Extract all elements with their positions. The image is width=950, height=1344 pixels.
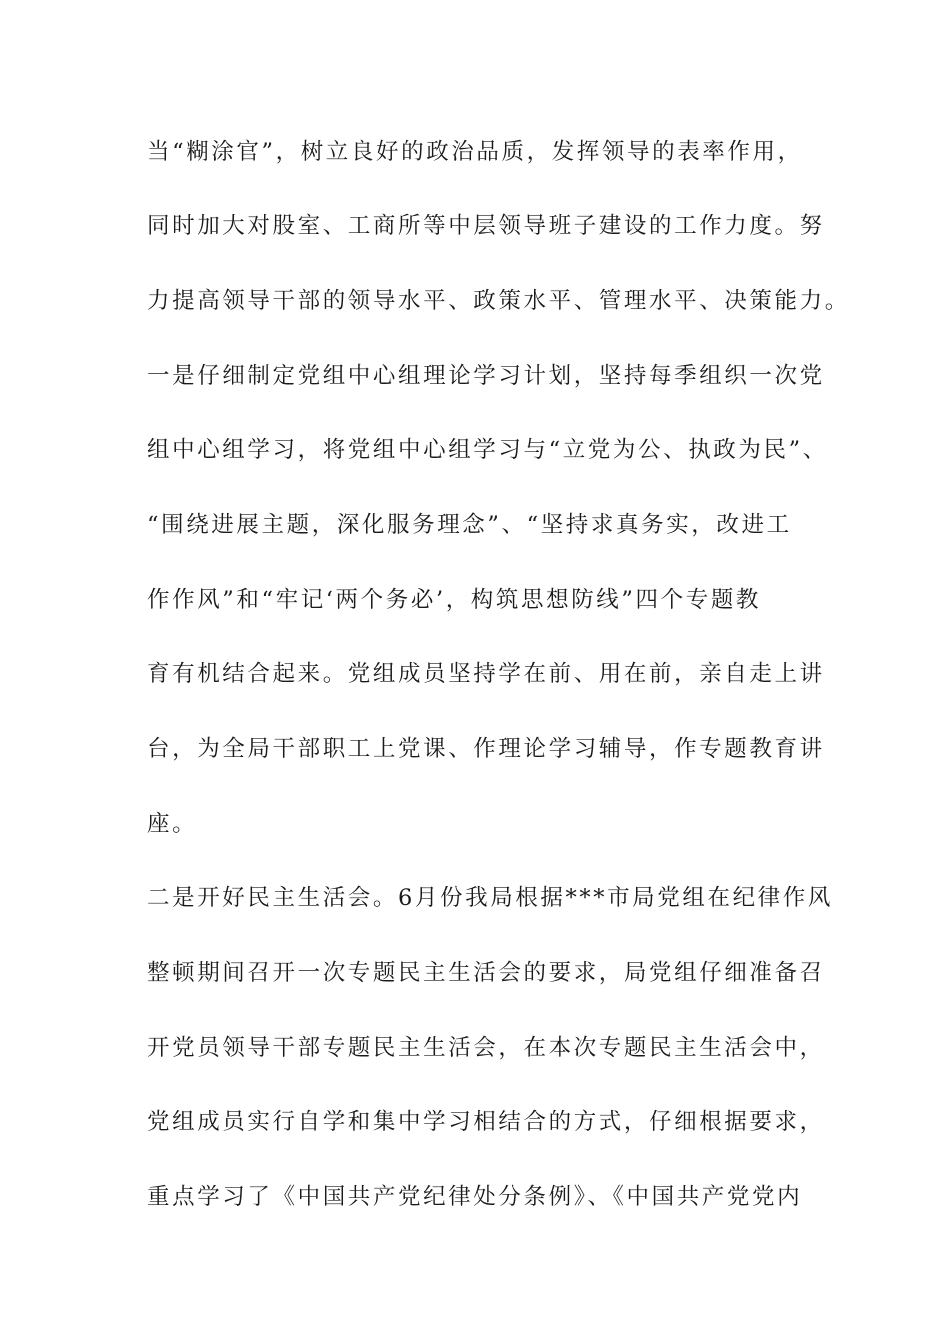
- text-line: 开党员领导干部专题民主生活会，在本次专题民主生活会中，: [147, 1035, 825, 1061]
- text-line: 台，为全局干部职工上党课、作理论学习辅导，作专题教育讲: [147, 736, 825, 762]
- text-line: 重点学习了《中国共产党纪律处分条例》、《中国共产党党内: [147, 1184, 803, 1210]
- text-line: 二是开好民主生活会。6月份我局根据***市局党组在纪律作风: [147, 885, 833, 911]
- text-line: 当“糊涂官”，树立良好的政治品质，发挥领导的表率作用，: [147, 139, 803, 165]
- text-line: 作作风”和“牢记‘两个务必’，构筑思想防线”四个专题教: [147, 587, 762, 613]
- text-line: 育有机结合起来。党组成员坚持学在前、用在前，亲自走上讲: [147, 661, 825, 687]
- text-line: 党组成员实行自学和集中学习相结合的方式，仔细根据要求，: [147, 1109, 825, 1135]
- text-line: “围绕进展主题，深化服务理念”、“坚持求真务实，改进工: [147, 512, 792, 538]
- text-line: 整顿期间召开一次专题民主生活会的要求，局党组仔细准备召: [147, 960, 825, 986]
- text-line: 座。: [147, 811, 198, 837]
- text-line: 组中心组学习，将党组中心组学习与“立党为公、执政为民”、: [147, 437, 828, 463]
- text-line: 一是仔细制定党组中心组理论学习计划，坚持每季组织一次党: [147, 363, 825, 389]
- text-line: 同时加大对股室、工商所等中层领导班子建设的工作力度。努: [147, 213, 825, 239]
- text-line: 力提高领导干部的领导水平、政策水平、管理水平、决策能力。: [147, 288, 850, 314]
